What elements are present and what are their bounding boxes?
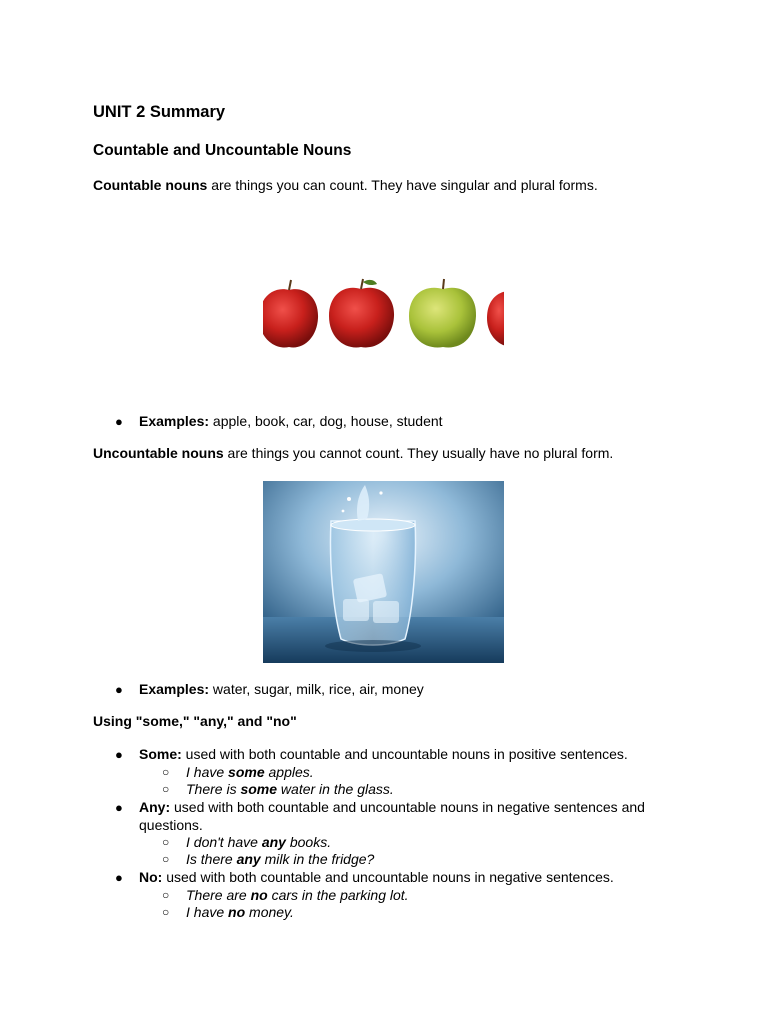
countable-term: Countable nouns: [93, 177, 208, 193]
red-apple-1: [263, 280, 318, 347]
usage-heading: Using "some," "any," and "no": [93, 713, 297, 729]
red-apple-2: [329, 279, 394, 347]
unit-title: UNIT 2 Summary: [93, 103, 226, 121]
bullet-icon: ●: [115, 870, 123, 885]
circle-bullet-icon: ○: [162, 905, 170, 919]
usage-desc: used with both countable and uncountable nouns in negative sentences and questions.: [139, 799, 645, 833]
green-apple: [409, 279, 476, 347]
bullet-icon: ●: [115, 682, 123, 697]
countable-definition: [93, 177, 598, 195]
usage-label: Any:: [139, 799, 171, 815]
keyword: some: [240, 781, 278, 797]
circle-bullet-icon: ○: [162, 782, 170, 796]
examples-label: Examples:: [139, 681, 210, 697]
keyword: any: [261, 834, 286, 850]
uncountable-definition: [93, 445, 613, 463]
bullet-icon: ●: [115, 747, 123, 762]
circle-bullet-icon: ○: [162, 835, 170, 849]
usage-label: Some:: [139, 746, 182, 762]
usage-label: No:: [139, 869, 163, 885]
countable-definition-text: are things you can count. They have singular and plural forms.: [207, 177, 598, 193]
usage-desc: used with both countable and uncountable nouns in negative sentences.: [162, 869, 614, 885]
uncountable-term: Uncountable nouns: [93, 445, 224, 461]
keyword: no: [228, 904, 246, 920]
uncountable-definition-text: are things you cannot count. They usually have no plural form.: [223, 445, 614, 461]
usage-desc: used with both countable and uncountable nouns in positive sentences.: [181, 746, 628, 762]
keyword: no: [250, 887, 268, 903]
keyword: any: [236, 851, 261, 867]
apples-image: [263, 278, 504, 350]
examples-text: water, sugar, milk, rice, air, money: [209, 681, 424, 697]
bullet-icon: ●: [115, 414, 123, 429]
examples-label: Examples:: [139, 413, 210, 429]
circle-bullet-icon: ○: [162, 765, 170, 779]
circle-bullet-icon: ○: [162, 888, 170, 902]
examples-text: apple, book, car, dog, house, student: [209, 413, 443, 429]
red-apple-3: [487, 291, 504, 347]
keyword: some: [228, 764, 265, 780]
circle-bullet-icon: ○: [162, 852, 170, 866]
water-glass-image: [263, 481, 504, 663]
section-title: Countable and Uncountable Nouns: [93, 142, 352, 159]
bullet-icon: ●: [115, 800, 123, 815]
